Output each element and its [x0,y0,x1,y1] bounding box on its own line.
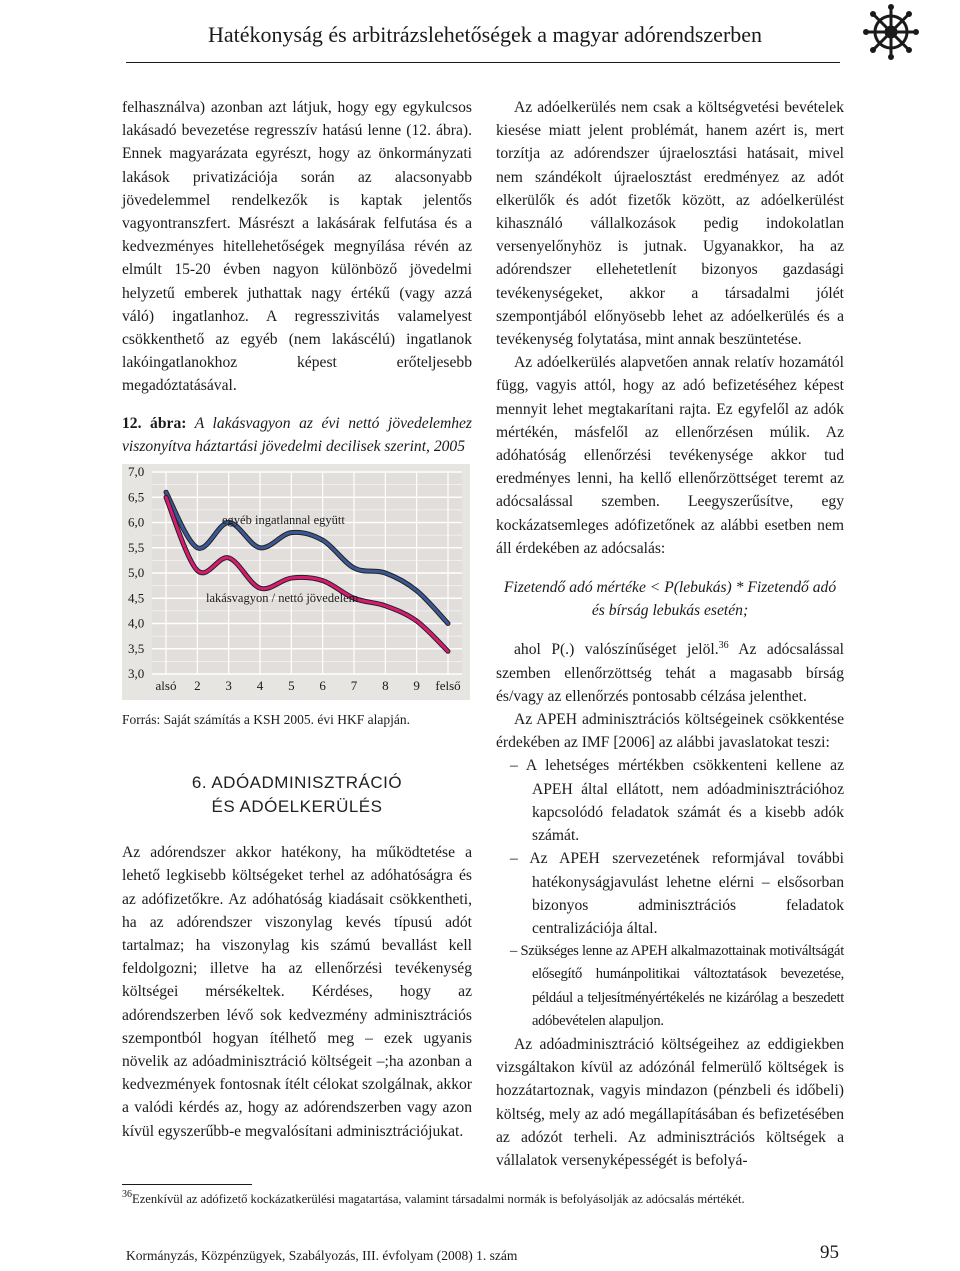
list-item: – Szükséges lenne az APEH alkalmazottainak motiváltságát elősegítő humánpolitikai változtatások bevezetése, például a teljesítményértékelés ne kizárólag a beszedett adóbevételen alapuljon. [510,943,844,1029]
section-heading-line-1: 6. ADÓADMINISZTRÁCIÓ [191,773,403,793]
x-tick-label: 5 [288,678,295,694]
figure-caption-number: 12. ábra: [122,414,187,432]
formula [496,576,844,622]
y-tick-label: 4,5 [128,590,145,606]
x-tick-label: 2 [194,678,201,694]
section-heading [122,771,472,819]
section-heading-line-2: ÉS ADÓELKERÜLÉS [211,797,383,817]
x-tick-label: 4 [256,678,264,694]
body-paragraph: Az adórendszer akkor hatékony, ha működtetése a lehető legkisebb költségeket terhel az adóhatóságra és az adófizetőkre. Az adóhatóság kiadásait csökkentheti, ha az adórendszer viszonylag kevés típusú adót tartalmaz; ha viszonylag kis számú bevallást kell feldolgozni; illetve ha az ellenőrzési tevékenység költségei mérsékeltek. Kérdéses, hogy az adórendszerben lévő sok kedvezmény adminisztrációs szempontból hogyan ítélhető meg – ezek ugyanis növelik az adóadminisztráció költségeit –;ha azonban a kedvezmények fontosnak ítélt célokat szolgálnak, akkor a valódi kérdés az, hogy az adórendszerben vagy azon kívül egyszerűbb-e megvalósítani adminisztrációjukat. [122,844,472,1140]
figure-caption [122,412,472,458]
running-head-title: Hatékonyság és arbitrázslehetőségek a magyar adórendszerben [208,22,763,47]
y-tick-label: 7,0 [128,464,145,480]
list-item: – Az APEH szervezetének reformjával további hatékonyságjavulást lehetne elérni – elsősorban bizonyos adminisztrációs feladatok centralizációja által. [510,850,844,937]
body-paragraph: Az adóelkerülés alapvetően annak relatív hozamától függ, vagyis attól, hogy az adó befizetéséhez képest mennyit lehet megtakarítani rajta. Ez egyfelől az adók mértékén, másfelől az ellenőrzésen múlik. Az adóhatóság ellenőrzési tevékenysége akkor tud eredményes lenni, ha kellő ellenőrzöttséget teremt az adócsalással szemben. Leegyszerűsítve, egy kockázatsemleges adófizetőnek az alábbi esetben nem áll érdekében az adócsalás: [496,354,844,557]
footer-journal: Kormányzás, Közpénzügyek, Szabályozás, III. évfolyam (2008) 1. szám [126,1248,518,1263]
x-tick-label: felső [435,678,461,694]
formula-line-2: és bírság lebukás esetén; [591,602,749,620]
body-paragraph: felhasználva) azonban azt látjuk, hogy egy egykulcsos lakásadó bevezetése regresszív hatású lenne (12. ábra). Ennek magyarázata egyrészt, hogy az önkormányzati lakások privatizációja során az alacsonyabb jövedelemmel rendelkezők is kaptak jelentős vagyontranszfert. Másrészt a lakásárak felfutása és a kedvezményes hitellehetőségek megnyílása révén az elmúlt 15-20 évben nagyon különböző jövedelmi helyzetű emberek juthattak nagy értékű (vagy azzá váló) ingatlanhoz. A regresszivitás valamelyest csökkenthető az egyéb (nem lakáscélú) ingatlanok lakóingatlanokhoz képest erőteljesebb megadóztatásával. [122,99,472,395]
x-tick-label: 8 [382,678,389,694]
line-chart [122,464,470,700]
header-rule [126,62,840,63]
series-label-2: lakásvagyon / nettó jövedelem [206,591,359,606]
ship-wheel-logo-icon [862,2,920,60]
y-tick-label: 5,0 [128,565,145,581]
x-tick-label: 7 [350,678,358,694]
x-tick-label: 3 [225,678,232,694]
formula-line-1: Fizetendő adó mértéke < P(lebukás) * Fizetendő adó [503,579,837,597]
y-tick-label: 6,5 [128,489,145,505]
footnote-text: Ezenkívül az adófizető kockázatkerülési magatartása, valamint társadalmi normák is befolyásolják az adócsalás mértékét. [132,1192,745,1206]
y-tick-label: 4,0 [128,615,145,631]
left-column [122,96,472,1143]
x-tick-label: alsó [155,678,177,694]
body-paragraph: ahol P(.) valószínűséget jelöl.$^{36}$ Az adócsalással szemben ellenőrzöttség tehát a magasabb bírság és/vagy az ellenőrzés pontosabb célzása jelenthet. [496,640,844,705]
body-paragraph: Az APEH adminisztrációs költségeinek csökkentése érdekében az IMF [2006] az alábbi javaslatokat teszi: [496,711,844,752]
page-header [0,0,960,60]
right-column [496,96,844,1172]
y-tick-label: 3,0 [128,666,145,682]
footnote [122,1189,745,1207]
list-item: – A lehetséges mértékben csökkenteni kellene az APEH által ellátott, nem adóadminisztrációhoz kapcsolódó feladatok számát és a kisebb adók számát. [510,757,844,845]
body-paragraph: Az adóelkerülés nem csak a költségvetési bevételek kiesése miatt jelent problémát, hanem azért is, mert torzítja az adórendszer újraelosztási hatásait, mivel nem szándékolt újraelosztást eredményez az adót elkerülők és adót fizetők között, az adóelkerülést kihasználó vállalkozások pedig indokolatlan versenyelőnyhöz is jutnak. Ugyanakkor, ha az adórendszer ellehetetlenít bizonyos gazdasági tevékenységeket, akkor a társadalmi jólét szempontjából előnyösebb lehet az adóelkerülés és a tevékenység folytatása, mint annak beszüntetése. [496,99,844,349]
figure-caption-text: A lakásvagyon az évi nettó jövedelemhez viszonyítva háztartási jövedelmi decilisek szerint, 2005 [122,414,472,455]
x-tick-label: 6 [319,678,326,694]
figure-chart [122,464,470,700]
x-tick-label: 9 [413,678,420,694]
y-tick-label: 6,0 [128,514,145,530]
footnote-number: 36 [122,1189,132,1200]
figure-source: Forrás: Saját számítás a KSH 2005. évi HKF alapján. [122,712,410,728]
series-label-1: egyéb ingatlannal együtt [222,513,345,528]
y-tick-label: 3,5 [128,640,145,656]
page-number: 95 [820,1242,839,1263]
footnote-reference[interactable]: 36 [718,640,729,652]
y-tick-label: 5,5 [128,539,145,555]
body-paragraph: Az adóadminisztráció költségeihez az eddigiekben vizsgáltakon kívül az adózónál felmerülő költségek is hozzátartoznak, vagyis mindazon (pénzbeli és időbeli) költség, mely az adó megállapításában és befizetésében az adózót terheli. Az adminisztrációs költségek a vállalatok versenyképességét is befolyá- [496,1035,844,1169]
footnote-rule [122,1184,252,1185]
